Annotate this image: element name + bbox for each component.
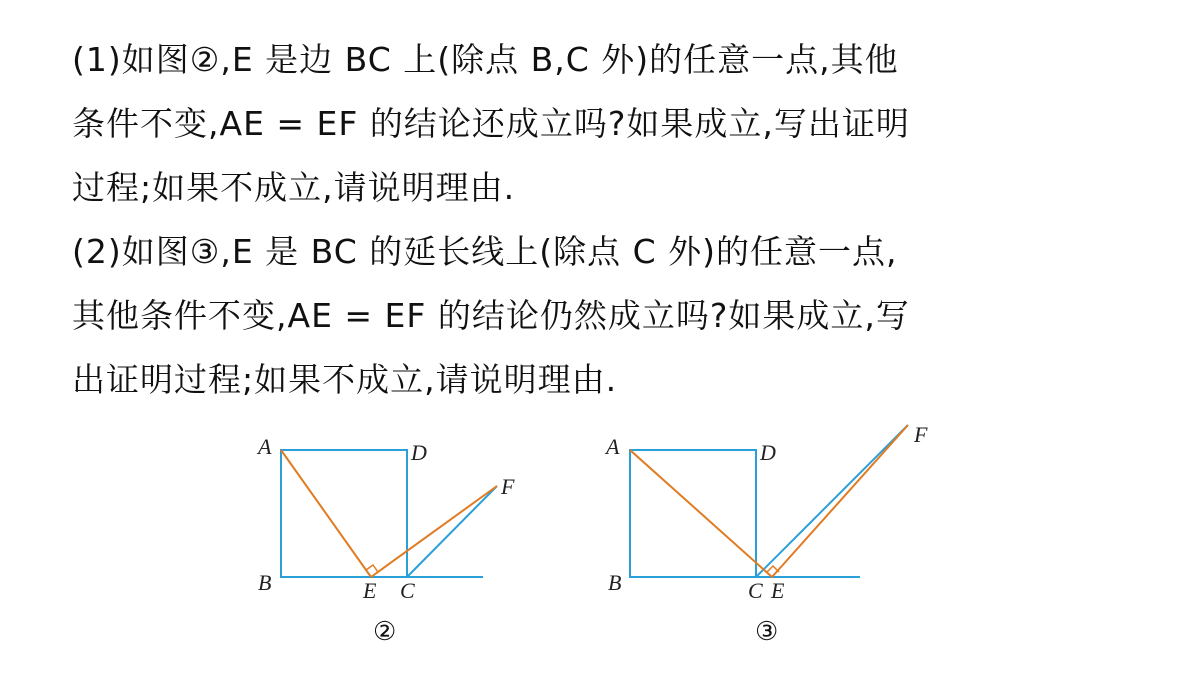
- part1-line3: 过程;如果不成立,请说明理由.: [72, 168, 516, 207]
- label-f: F: [914, 422, 928, 447]
- square-abcd: [630, 450, 756, 577]
- segment-cf: [407, 486, 497, 577]
- segment-ef: [371, 486, 497, 577]
- part1-line1: (1)如图②,E 是边 BC 上(除点 B,C 外)的任意一点,其他: [72, 40, 899, 79]
- figure-3-diagram: [590, 410, 950, 660]
- segment-cf: [756, 425, 908, 577]
- figure-2-diagram: [240, 420, 540, 660]
- label-b: B: [608, 570, 622, 595]
- figure-3-caption: ③: [755, 617, 779, 647]
- label-e: E: [771, 578, 785, 603]
- segment-ae: [281, 450, 371, 577]
- label-c: C: [748, 578, 763, 603]
- problem-text: [72, 28, 1152, 412]
- label-d: D: [760, 440, 776, 465]
- part2-line1: (2)如图③,E 是 BC 的延长线上(除点 C 外)的任意一点,: [72, 232, 898, 271]
- right-angle-mark: [767, 566, 779, 572]
- label-d: D: [411, 440, 427, 465]
- segment-ae: [630, 450, 772, 577]
- figure-2-caption: ②: [373, 617, 397, 647]
- label-f: F: [501, 474, 515, 499]
- label-a: A: [258, 434, 272, 459]
- segment-ef: [772, 425, 908, 577]
- label-a: A: [606, 434, 620, 459]
- part1-line2: 条件不变,AE = EF 的结论还成立吗?如果成立,写出证明: [72, 104, 910, 143]
- part2-line2: 其他条件不变,AE = EF 的结论仍然成立吗?如果成立,写: [72, 296, 910, 335]
- part2-line3: 出证明过程;如果不成立,请说明理由.: [72, 360, 618, 399]
- label-e: E: [363, 578, 377, 603]
- label-b: B: [258, 570, 272, 595]
- square-abcd: [281, 450, 407, 577]
- label-c: C: [400, 578, 415, 603]
